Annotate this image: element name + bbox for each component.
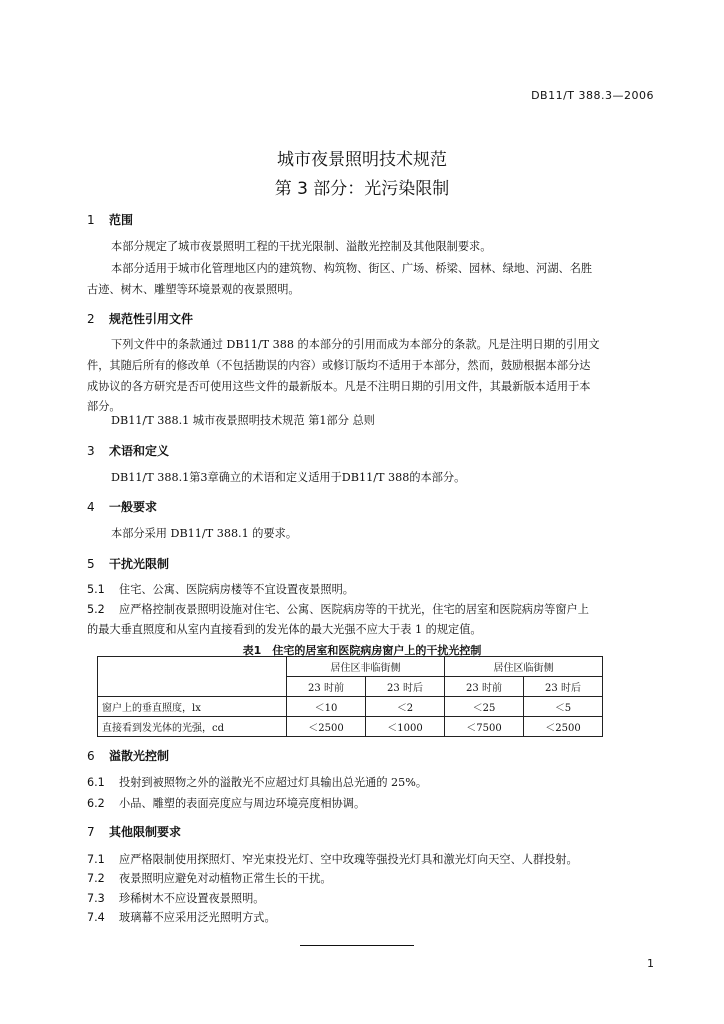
clause-6-2: 6.2 小品、雕塑的表面亮度应与周边环境亮度相协调。 (87, 797, 366, 810)
table-col-header: 23 时前 (287, 677, 366, 697)
paragraph: 部分。 (87, 400, 121, 413)
section-heading-6: 6 溢散光控制 (87, 749, 170, 763)
table-cell: ＜2500 (287, 717, 366, 737)
paragraph: 本部分适用于城市化管理地区内的建筑物、构筑物、街区、广场、桥梁、园林、绿地、河湖、名胜 (111, 262, 593, 275)
paragraph: DB11/T 388.1第3章确立的术语和定义适用于DB11/T 388的本部分。 (111, 471, 466, 484)
paragraph: 本部分规定了城市夜景照明工程的干扰光限制、溢散光控制及其他限制要求。 (111, 240, 492, 253)
table-row (98, 697, 603, 717)
paragraph: 下列文件中的条款通过 DB11/T 388 的本部分的引用而成为本部分的条款。凡是注明日期的引用文 (111, 338, 600, 351)
page-number: 1 (647, 957, 654, 970)
document-title: 城市夜景照明技术规范 (277, 150, 447, 170)
table-group-header: 居住区临街侧 (445, 657, 603, 677)
clause-7-3: 7.3 珍稀树木不应设置夜景照明。 (87, 892, 265, 905)
clause-7-1: 7.1 应严格限制使用探照灯、窄光束投光灯、空中玫瑰等强投光灯具和激光灯向天空、人群投射。 (87, 853, 578, 866)
table-col-header: 23 时后 (366, 677, 445, 697)
section-heading-4: 4 一般要求 (87, 500, 158, 514)
table-cell: ＜2 (366, 697, 445, 717)
reference-item: DB11/T 388.1 城市夜景照明技术规范 第1部分 总则 (111, 414, 375, 427)
clause-5-2: 5.2 应严格控制夜景照明设施对住宅、公寓、医院病房等的干扰光，住宅的居室和医院病房等窗户上 (87, 603, 589, 616)
standard-code: DB11/T 388.3—2006 (531, 89, 654, 102)
table-header-row (98, 657, 603, 677)
table-row-label: 窗户上的垂直照度，lx (98, 697, 287, 717)
clause-7-4: 7.4 玻璃幕不应采用泛光照明方式。 (87, 911, 276, 924)
paragraph: 本部分采用 DB11/T 388.1 的要求。 (111, 527, 298, 540)
table-group-header: 居住区非临街侧 (287, 657, 445, 677)
table-cell: ＜10 (287, 697, 366, 717)
section-heading-2: 2 规范性引用文件 (87, 312, 194, 326)
clause-5-1: 5.1 住宅、公寓、医院病房楼等不宜设置夜景照明。 (87, 583, 354, 596)
clause-6-1: 6.1 投射到被照物之外的溢散光不应超过灯具输出总光通的 25%。 (87, 776, 428, 789)
section-heading-5: 5 干扰光限制 (87, 557, 170, 571)
table-row (98, 717, 603, 737)
paragraph: 古迹、树木、雕塑等环境景观的夜景照明。 (87, 283, 300, 296)
table-row-label: 直接看到发光体的光强，cd (98, 717, 287, 737)
paragraph: 成协议的各方研究是否可使用这些文件的最新版本。凡是不注明日期的引用文件，其最新版本适用于本 (87, 380, 591, 393)
interference-light-table (97, 656, 603, 737)
table-cell: ＜1000 (366, 717, 445, 737)
paragraph: 的最大垂直照度和从室内直接看到的发光体的最大光强不应大于表 1 的规定值。 (87, 623, 482, 636)
paragraph: 件，其随后所有的修改单（不包括勘误的内容）或修订版均不适用于本部分，然而，鼓励根据本部分达 (87, 359, 591, 372)
table-cell: ＜5 (524, 697, 603, 717)
table-col-header: 23 时后 (524, 677, 603, 697)
clause-7-2: 7.2 夜景照明应避免对动植物正常生长的干扰。 (87, 872, 332, 885)
document-subtitle: 第 3 部分：光污染限制 (274, 179, 450, 199)
section-heading-1: 1 范围 (87, 213, 134, 227)
table-cell: ＜2500 (524, 717, 603, 737)
end-rule (300, 945, 414, 946)
section-heading-3: 3 术语和定义 (87, 444, 170, 458)
table-caption: 表1 住宅的居室和医院病房窗户上的干扰光控制 (242, 644, 482, 657)
table-corner-cell (98, 657, 287, 697)
table-cell: ＜7500 (445, 717, 524, 737)
table-col-header: 23 时前 (445, 677, 524, 697)
section-heading-7: 7 其他限制要求 (87, 825, 182, 839)
table-cell: ＜25 (445, 697, 524, 717)
